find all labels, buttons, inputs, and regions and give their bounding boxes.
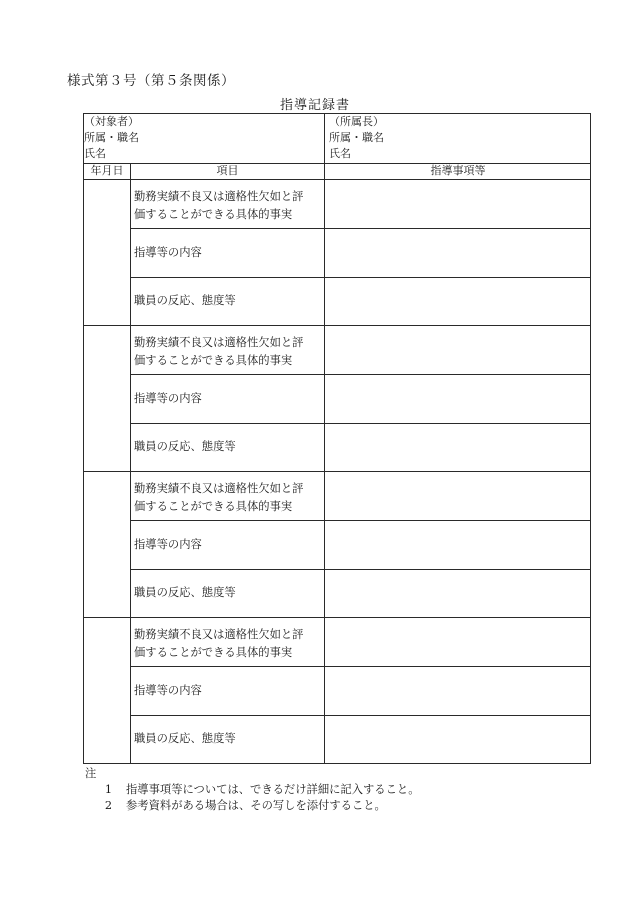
record-3-guidance-item — [134, 536, 324, 554]
supervisor-affiliation-label: 所属・職名 — [329, 131, 384, 144]
record-1-reaction-item — [134, 292, 324, 310]
record-1-fact-item — [134, 188, 324, 224]
notes-heading: 注 — [85, 767, 97, 780]
record-3-fact-item — [134, 480, 324, 516]
item-text-line: 勤務実績不良又は適格性欠如と評 — [134, 482, 304, 495]
item-text-line: 価することができる具体的事実 — [134, 500, 293, 513]
item-text-line: 職員の反応、態度等 — [134, 294, 236, 307]
column-header-date: 年月日 — [90, 164, 124, 177]
row-divider — [130, 228, 590, 229]
row-divider — [130, 569, 590, 570]
column-header-divider — [84, 179, 590, 180]
column-header-item: 項目 — [216, 164, 239, 177]
row-divider — [130, 715, 590, 716]
item-text-line: 指導等の内容 — [134, 684, 202, 697]
record-2-fact-item — [134, 334, 324, 370]
record-divider — [84, 325, 590, 326]
note-text: 指導事項等については、できるだけ詳細に記入すること。 — [126, 783, 420, 796]
item-text-line: 価することができる具体的事実 — [134, 646, 293, 659]
record-2-guidance-item — [134, 390, 324, 408]
supervisor-name-label: 氏名 — [329, 147, 351, 160]
subject-role: （対象者） — [84, 115, 139, 128]
item-text-line: 職員の反応、態度等 — [134, 440, 236, 453]
column-header-guidance: 指導事項等 — [430, 164, 486, 177]
note-item — [85, 798, 420, 814]
note-text: 参考資料がある場合は、その写しを添付すること。 — [126, 799, 386, 812]
item-text-line: 勤務実績不良又は適格性欠如と評 — [134, 336, 304, 349]
record-divider — [84, 471, 590, 472]
record-4-reaction-item — [134, 730, 324, 748]
row-divider — [130, 423, 590, 424]
date-column-divider — [130, 163, 131, 763]
record-4-guidance-item — [134, 682, 324, 700]
row-divider — [130, 520, 590, 521]
record-3-reaction-item — [134, 584, 324, 602]
row-divider — [130, 374, 590, 375]
subject-affiliation-label: 所属・職名 — [84, 131, 139, 144]
item-text-line: 指導等の内容 — [134, 246, 202, 259]
supervisor-role: （所属長） — [329, 115, 384, 128]
record-1-guidance-item — [134, 244, 324, 262]
item-text-line: 指導等の内容 — [134, 392, 202, 405]
subject-name-label: 氏名 — [84, 147, 106, 160]
item-text-line: 職員の反応、態度等 — [134, 586, 236, 599]
item-text-line: 勤務実績不良又は適格性欠如と評 — [134, 190, 304, 203]
item-text-line: 勤務実績不良又は適格性欠如と評 — [134, 628, 304, 641]
notes-section — [85, 766, 420, 814]
form-number-label: 様式第３号（第５条関係） — [67, 73, 235, 89]
supervisor-header-cell — [324, 114, 591, 163]
item-text-line: 価することができる具体的事実 — [134, 208, 293, 221]
note-number: 2 — [104, 799, 112, 812]
note-item — [85, 782, 420, 798]
subject-header-cell — [84, 114, 324, 163]
item-text-line: 価することができる具体的事実 — [134, 354, 293, 367]
record-divider — [84, 617, 590, 618]
record-4-fact-item — [134, 626, 324, 662]
item-text-line: 指導等の内容 — [134, 538, 202, 551]
record-table — [83, 113, 591, 764]
document-title: 指導記録書 — [279, 98, 350, 113]
row-divider — [130, 277, 590, 278]
note-number: 1 — [104, 783, 112, 796]
row-divider — [130, 666, 590, 667]
record-2-reaction-item — [134, 438, 324, 456]
item-text-line: 職員の反応、態度等 — [134, 732, 236, 745]
